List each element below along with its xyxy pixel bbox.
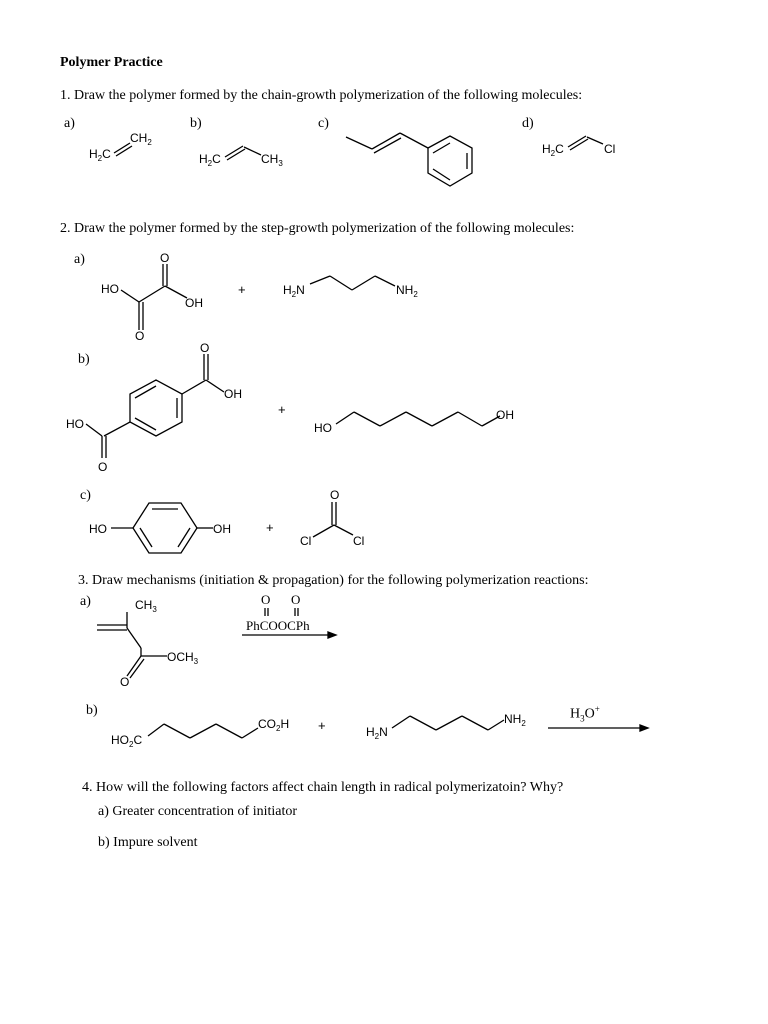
q1-label-d: d) — [522, 116, 534, 131]
vinyl-chloride-structure — [535, 130, 630, 165]
svg-text:O: O — [160, 251, 170, 265]
q4-item-a: a) Greater concentration of initiator — [98, 804, 298, 819]
svg-text:O: O — [330, 488, 340, 502]
q1-label-c: c) — [318, 116, 329, 131]
adipic-acid-structure — [108, 706, 308, 751]
svg-text:CH3: $CH_3$ — [261, 152, 283, 168]
hexanediol-structure — [310, 402, 530, 437]
svg-text:O: O — [120, 675, 130, 689]
svg-text:CH3: $CH_3$ — [135, 598, 157, 614]
svg-text:OH: OH — [496, 408, 514, 422]
svg-text:Cl: Cl — [604, 142, 616, 156]
svg-text:O: O — [200, 341, 210, 355]
svg-text:HO: HO — [314, 421, 332, 435]
svg-text:H2N: $H_2N$ — [283, 283, 305, 299]
malonic-acid-structure — [95, 250, 215, 343]
terephthalic-acid-structure — [60, 340, 250, 475]
q2a-plus: + — [238, 282, 246, 297]
svg-text:H2C: $H_2C$ — [199, 152, 221, 168]
svg-text:CO2H: $CO_2H$ — [258, 717, 290, 733]
q2b-plus: + — [278, 402, 286, 417]
q4-item-b: b) Impure solvent — [98, 835, 198, 850]
diaminobutane-structure — [280, 270, 430, 305]
svg-text:HO: HO — [89, 522, 107, 536]
svg-text:OH: OH — [213, 522, 231, 536]
q1-label-b: b) — [190, 116, 202, 131]
methyl-methacrylate-structure — [95, 592, 215, 687]
reaction-arrow-b — [548, 722, 653, 734]
propenylbenzene-structure — [340, 125, 480, 195]
benzoyl-peroxide-reagent — [240, 592, 340, 642]
q2-label-c: c) — [80, 488, 91, 503]
reagent-peroxide-label: PhCOOCPh — [246, 618, 310, 633]
svg-text:Cl: Cl — [353, 534, 365, 548]
question-4-text: 4. How will the following factors affect chain length in radical polymerizatoin? Why? — [82, 780, 564, 795]
propene-structure — [195, 135, 295, 175]
q2-label-b: b) — [78, 352, 90, 367]
svg-text:HO: HO — [66, 417, 84, 431]
q2-label-a: a) — [74, 252, 85, 267]
svg-text:HO: HO — [101, 282, 119, 296]
svg-text:OH: OH — [224, 387, 242, 401]
hydroquinone-structure — [85, 495, 245, 560]
svg-text:OH: OH — [185, 296, 203, 310]
phosgene-structure — [295, 485, 385, 550]
svg-text:O: O — [261, 592, 271, 607]
page-title: Polymer Practice — [60, 55, 163, 70]
svg-text:H2C: $H_2C$ — [542, 142, 564, 158]
svg-text:CH2: $CH_2$ — [130, 131, 152, 147]
question-1-text: 1. Draw the polymer formed by the chain-growth polymerization of the following molecules: — [60, 88, 583, 103]
svg-text:HO2C: $HO_2C$ — [111, 733, 143, 749]
svg-text:O: O — [98, 460, 108, 474]
svg-text:NH2: $NH_2$ — [504, 712, 526, 728]
svg-text:OCH3: $OCH_3$ — [167, 650, 199, 666]
svg-text:NH2: $NH_2$ — [396, 283, 418, 299]
svg-text:H2N: $H_2N$ — [366, 725, 388, 741]
question-3-text: 3. Draw mechanisms (initiation & propagation) for the following polymerization reactions: — [78, 573, 589, 588]
q3-label-b: b) — [86, 703, 98, 718]
q2c-plus: + — [266, 520, 274, 535]
svg-text:O: O — [135, 329, 145, 343]
q1-label-a: a) — [64, 116, 75, 131]
svg-text:O: O — [291, 592, 301, 607]
hexamethylenediamine-structure — [366, 706, 546, 746]
q3-label-a: a) — [80, 594, 91, 609]
reagent-h3o-label: $H_3O^+$ — [570, 704, 600, 724]
q3b-plus: + — [318, 718, 326, 733]
question-2-text: 2. Draw the polymer formed by the step-growth polymerization of the following molecules: — [60, 221, 575, 236]
ethylene-structure — [80, 125, 170, 170]
svg-text:H2C: $H_2C$ — [89, 147, 111, 163]
svg-text:Cl: Cl — [300, 534, 312, 548]
